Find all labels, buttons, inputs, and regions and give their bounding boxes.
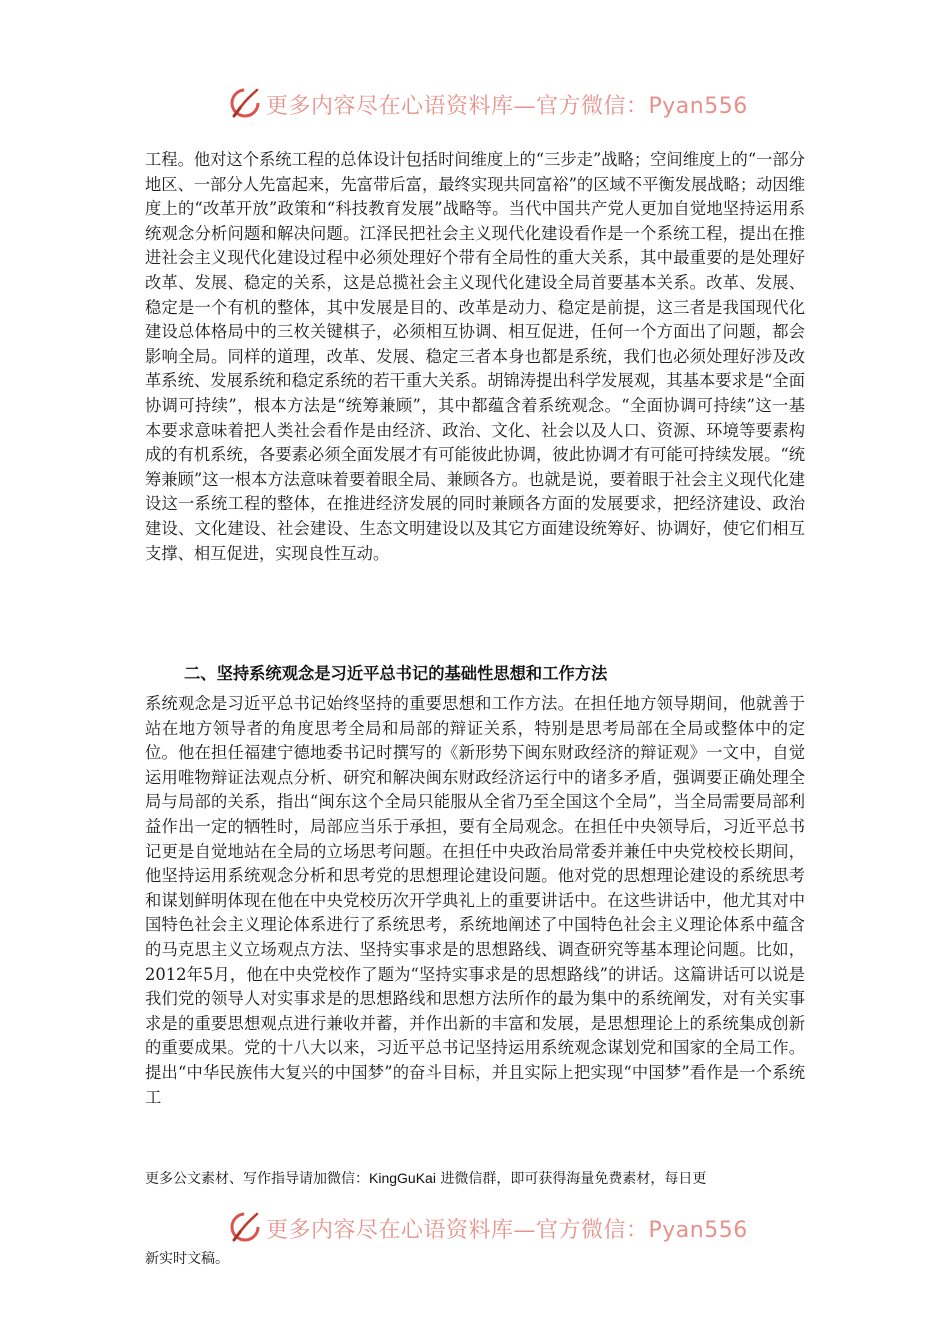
banner-text: 更多内容尽在心语资料库—官方微信：Pyan556 — [266, 1218, 748, 1243]
banner-wechat-id: Pyan556 — [648, 1218, 748, 1243]
footer-note: 更多公文素材、写作指导请加微信：KingGuKai 进微信群，即可获得海量免费素材，每日更 — [145, 1170, 707, 1187]
section-heading: 二、坚持系统观念是习近平总书记的基础性思想和工作方法 — [184, 664, 608, 683]
banner-wechat-id: Pyan556 — [648, 94, 748, 119]
brush-logo-icon — [228, 1210, 262, 1244]
footer-wechat-id: KingGuKai — [369, 1170, 436, 1186]
body-paragraph-1: 工程。他对这个系统工程的总体设计包括时间维度上的“三步走”战略；空间维度上的“一部分地区、一部分人先富起来，先富带后富，最终实现共同富裕”的区域不平衡发展战略；动因维度上的“改革开放”政策和“科技教育发展”战略等。当代中国共产党人更加自觉地坚持运用系统观念分析问题和解决问题。江泽民把社会主义现代化建设看作是一个系统工程，提出在推进社会主义现代化建设过程中必须处理好个带有全局性的重大关系，其中最重要的是处理好改革、发展、稳定的关系，这是总揽社会主义现代化建设全局首要基本关系。改革、发展、稳定是一个有机的整体，其中发展是目的、改革是动力、稳定是前提，这三者是我国现代化建设总体格局中的三枚关键棋子，必须相互协调、相互促进，任何一个方面出了问题，都会影响全局。同样的道理，改革、发展、稳定三者本身也都是系统，我们也必须处理好涉及改革系统、发展系统和稳定系统的若干重大关系。胡锦涛提出科学发展观，其基本要求是“全面协调可持续”，根本方法是“统筹兼顾”，其中都蕴含着系统观念。“全面协调可持续”这一基本要求意味着把人类社会看作是由经济、政治、文化、社会以及人口、资源、环境等要素构成的有机系统，各要素必须全面发展才有可能彼此协调，彼此协调才有可能可持续发展。“统筹兼顾”这一根本方法意味着要着眼全局、兼顾各方。也就是说，要着眼于社会主义现代化建设这一系统工程的整体，在推进经济发展的同时兼顾各方面的发展要求，把经济建设、政治建设、文化建设、社会建设、生态文明建设以及其它方面建设统筹好、协调好，使它们相互支撑、相互促进，实现良性互动。 — [145, 150, 805, 563]
banner-text: 更多内容尽在心语资料库—官方微信：Pyan556 — [266, 94, 748, 119]
watermark-banner-top — [228, 84, 748, 124]
watermark-banner-bottom — [228, 1208, 748, 1248]
brush-logo-icon — [228, 86, 262, 120]
body-paragraph-2: 系统观念是习近平总书记始终坚持的重要思想和工作方法。在担任地方领导期间，他就善于站在地方领导者的角度思考全局和局部的辩证关系，特别是思考局部在全局或整体中的定位。他在担任福建宁德地委书记时撰写的《新形势下闽东财政经济的辩证观》一文中，自觉运用唯物辩证法观点分析、研究和解决闽东财政经济运行中的诸多矛盾，强调要正确处理全局与局部的关系，指出“闽东这个全局只能服从全省乃至全国这个全局”，当全局需要局部利益作出一定的牺牲时，局部应当乐于承担，要有全局观念。在担任中央领导后，习近平总书记更是自觉地站在全局的立场思考问题。在担任中央政治局常委并兼任中央党校校长期间，他坚持运用系统观念分析和思考党的思想理论建设问题。他对党的思想理论建设的系统思考和谋划鲜明体现在他在中央党校历次开学典礼上的重要讲话中。在这些讲话中，他尤其对中国特色社会主义理论体系进行了系统思考，系统地阐述了中国特色社会主义理论体系中蕴含的马克思主义立场观点方法、坚持实事求是的思想路线、调查研究等基本理论问题。比如，2012年5月，他在中央党校作了题为“坚持实事求是的思想路线”的讲话。这篇讲话可以说是我们党的领导人对实事求是的思想路线和思想方法所作的最为集中的系统阐发，对有关实事求是的重要思想观点进行兼收并蓄，并作出新的丰富和发展，是思想理论上的系统集成创新的重要成果。党的十八大以来，习近平总书记坚持运用系统观念谋划党和国家的全局工作。提出“中华民族伟大复兴的中国梦”的奋斗目标，并且实际上把实现“中国梦”看作是一个系统工 — [145, 694, 805, 1107]
footer-tail-text: 新实时文稿。 — [145, 1251, 229, 1267]
